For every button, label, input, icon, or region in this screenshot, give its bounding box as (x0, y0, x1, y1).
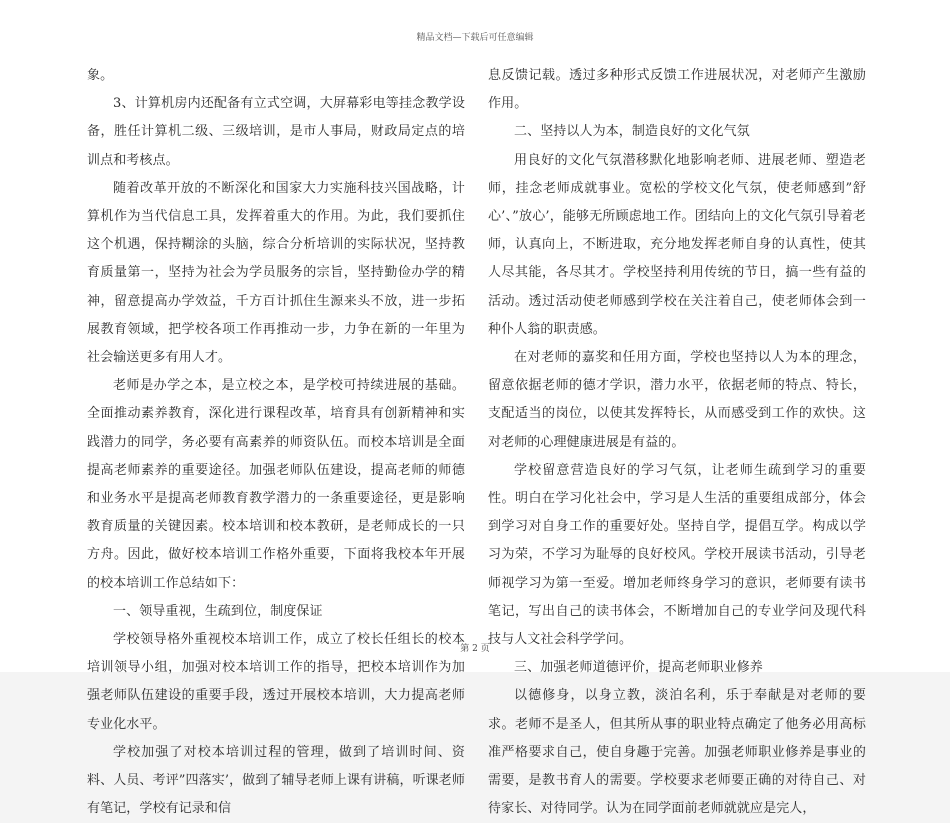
paragraph: 3、计算机房内还配备有立式空调，大屏幕彩电等挂念教学设备，胜任计算机二级、三级培训，是市人事局，财政局定点的培训点和考核点。 (87, 96, 465, 168)
paragraph: 老师是办学之本，是立校之本，是学校可持续进展的基础。全面推动素养教育，深化进行课程改革，培育具有创新精神和实践潜力的同学，务必要有高素养的师资队伍。而校本培训是全面提高老师素养的重要途径。加强老师队伍建设，提高老师的师德和业务水平是提高老师教育教学潜力的一条重要途径，更是影响教育质量的关键因素。校本培训和校本教研，是老师成长的一只方舟。因此，做好校本培训工作格外重要，下面将我校本年开展的校本培训工作总结如下： (87, 378, 465, 591)
paragraph: 学校加强了对校本培训过程的管理，做到了培训时间、资料、人员、考评”四落实’，做到了辅导老师上课有讲稿，听课老师有笔记，学校有记录和信 (87, 744, 465, 817)
page-header: 精品文档—下载后可任意编辑 (416, 33, 534, 43)
section-heading: 三、加强老师道德评价，提高老师职业修养 (514, 660, 763, 676)
right-column (488, 62, 866, 823)
paragraph: 在对老师的嘉奖和任用方面，学校也坚持以人为本的理念，留意依据老师的德才学识，潜力水平，依据老师的特点、特长，支配适当的岗位，以使其发挥特长，从而感受到工作的欢快。这对老师的心理健康进展是有益的。 (488, 350, 866, 450)
paragraph: 以德修身，以身立教，淡泊名利，乐于奉献是对老师的要求。老师不是圣人，但其所从事的职业特点确定了他务必用高标准严格要求自己，使自身趣于完善。加强老师职业修养是事业的需要，是教书育人的需要。学校要求老师要正确的对待自己、对待家长、对待同学。认为在同学面前老师就就应是完人， (488, 688, 866, 817)
section-heading: 一、领导重视，生疏到位，制度保证 (113, 603, 323, 619)
paragraph: 随着改革开放的不断深化和国家大力实施科技兴国战略，计算机作为当代信息工具，发挥着重大的作用。为此，我们要抓住这个机遇，保持糊涂的头脑，综合分析培训的实际状况，坚持教育质量第一，坚持为社会为学员服务的宗旨，坚持勤俭办学的精神，留意提高办学效益，千方百计抓住生源来头不放，进一步拓展教育领域，把学校各项工作再推动一步，力争在新的一年里为社会输送更多有用人才。 (87, 180, 465, 366)
paragraph: 用良好的文化气氛潜移默化地影响老师、进展老师、塑造老师，挂念老师成就事业。宽松的学校文化气氛，使老师感到”舒心’、”放心’，能够无所顾虑地工作。团结向上的文化气氛引导着老师，认真向上，不断进取，充分地发挥老师自身的认真性，使其人尽其能，各尽其才。学校坚持利用传统的节日，搞一些有益的活动。透过活动使老师感到学校在关注着自己，使老师体会到一种仆人翁的职责感。 (488, 152, 866, 337)
paragraph: 学校留意营造良好的学习气氛，让老师生疏到学习的重要性。明白在学习化社会中，学习是人生活的重要组成部分，体会到学习对自身工作的重要好处。坚持自学，提倡互学。构成以学习为荣，不学习为耻辱的良好校风。学校开展读书活动，引导老师视学习为第一至爱。增加老师终身学习的意识，老师要有读书笔记，写出自己的读书体会，不断增加自己的专业学问及现代科技与人文社会科学学问。 (488, 462, 866, 648)
paragraph: 象。 (87, 68, 114, 83)
section-heading: 二、坚持以人为本，制造良好的文化气氛 (514, 124, 750, 140)
paragraph: 息反馈记载。透过多种形式反馈工作进展状况，对老师产生激励作用。 (488, 68, 866, 112)
page-number: 第 2 页 (460, 644, 490, 654)
paragraph: 学校领导格外重视校本培训工作，成立了校长任组长的校本培训领导小组，加强对校本培训工作的指导，把校本培训作为加强老师队伍建设的重要手段，透过开展校本培训，大力提高老师专业化水平。 (87, 632, 465, 732)
left-column (87, 62, 465, 823)
